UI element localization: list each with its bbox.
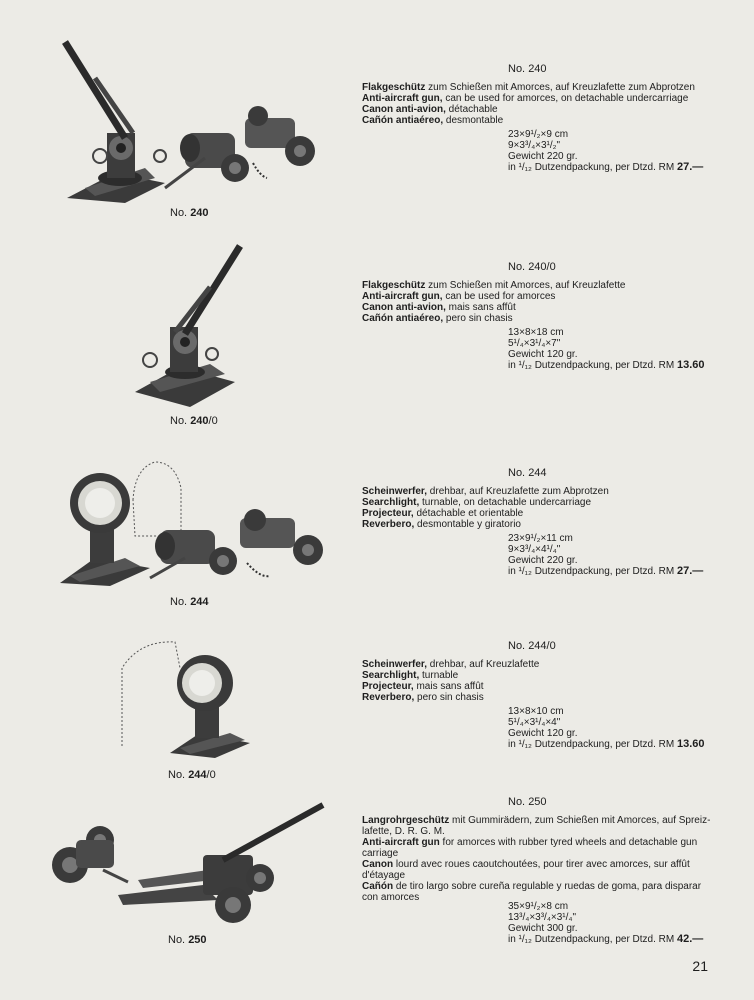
anti-aircraft-gun-no-carriage-illustration	[130, 242, 250, 412]
product-number-250	[508, 796, 547, 808]
caption-suffix: /0	[206, 769, 216, 781]
price-line	[508, 360, 705, 371]
desc-rest: desmontable	[443, 115, 504, 126]
desc-bold: Searchlight,	[362, 670, 420, 681]
desc-bold: Reverbero,	[362, 519, 415, 530]
price-line	[508, 162, 703, 173]
caption-prefix: No.	[170, 207, 191, 219]
long-barrel-gun-illustration	[48, 800, 330, 928]
desc-bold: Reverbero,	[362, 692, 415, 703]
desc-bold: Flakgeschütz	[362, 82, 426, 93]
desc-rest: can be used for amorces, on detachable undercarriage	[442, 93, 689, 104]
description-250	[362, 815, 712, 903]
desc-rest: pero sin chasis	[443, 313, 513, 324]
desc-bold: Flakgeschütz	[362, 280, 426, 291]
desc-line-de	[362, 280, 722, 291]
desc-bold: Anti-aircraft gun	[362, 837, 440, 848]
number-value: 240	[528, 63, 547, 75]
desc-rest: détachable	[445, 104, 498, 115]
caption-prefix: No.	[168, 934, 189, 946]
price-prefix: in ¹/₁₂ Dutzendpackung, per Dtzd. RM	[508, 934, 677, 945]
number-prefix: No.	[508, 796, 529, 808]
spec-weight: Gewicht 120 gr.	[508, 728, 578, 739]
caption-prefix: No.	[168, 769, 189, 781]
number-prefix: No.	[508, 261, 529, 273]
searchlight-illustration	[55, 458, 325, 588]
number-value: 244	[528, 640, 547, 652]
spec-imperial: 9×3³/₄×4¹/₄"	[508, 544, 561, 555]
number-value: 240	[528, 261, 547, 273]
desc-line-de	[362, 82, 722, 93]
price-prefix: in ¹/₁₂ Dutzendpackung, per Dtzd. RM	[508, 566, 677, 577]
specs-250	[508, 901, 703, 945]
page-number: 21	[692, 958, 708, 974]
product-number-244	[508, 467, 547, 479]
price-prefix: in ¹/₁₂ Dutzendpackung, per Dtzd. RM	[508, 360, 677, 371]
desc-rest: mit Gummirädern, zum Schießen mit Amorces, auf Spreiz-lafette, D. R. G. M.	[362, 815, 711, 837]
product-number-240-0	[508, 261, 556, 273]
desc-bold: Projecteur,	[362, 508, 414, 519]
specs-240	[508, 129, 703, 173]
number-suffix: /0	[546, 640, 556, 652]
spec-weight: Gewicht 300 gr.	[508, 923, 578, 934]
caption-number: 244	[190, 596, 209, 608]
desc-rest: mais sans affût	[445, 302, 516, 313]
desc-rest: pero sin chasis	[414, 692, 484, 703]
desc-line-fr	[362, 859, 712, 881]
spec-metric: 23×9¹/₂×11 cm	[508, 533, 573, 544]
price-line	[508, 934, 703, 945]
spec-weight: Gewicht 220 gr.	[508, 555, 578, 566]
desc-rest: lourd avec roues caoutchoutées, pour tirer avec amorces, sur affût d'étayage	[362, 859, 690, 881]
desc-bold: Langrohrgeschütz	[362, 815, 450, 826]
caption-number: 240	[190, 415, 209, 427]
anti-aircraft-gun-illustration	[55, 38, 325, 208]
product-number-240	[508, 63, 547, 75]
spec-metric: 35×9¹/₂×8 cm	[508, 901, 569, 912]
spec-imperial: 5¹/₄×3¹/₄×4"	[508, 717, 561, 728]
price-value: 27.—	[677, 161, 704, 173]
number-prefix: No.	[508, 640, 529, 652]
desc-bold: Searchlight,	[362, 497, 420, 508]
desc-line-es	[362, 519, 722, 530]
desc-bold: Canon	[362, 859, 394, 870]
desc-bold: Canon anti-avion,	[362, 104, 446, 115]
desc-rest: mais sans affût	[413, 681, 484, 692]
desc-rest: for amorces with rubber tyred wheels and detachable gun carriage	[362, 837, 698, 859]
desc-line-fr	[362, 508, 722, 519]
price-value: 13.60	[677, 738, 705, 750]
desc-bold: Anti-aircraft gun,	[362, 291, 443, 302]
searchlight-no-carriage-illustration	[120, 638, 260, 763]
desc-bold: Cañón antiaéreo,	[362, 115, 444, 126]
desc-line-de	[362, 486, 722, 497]
spec-metric: 23×9¹/₂×9 cm	[508, 129, 569, 140]
desc-rest: drehbar, auf Kreuzlafette	[427, 659, 540, 670]
spec-imperial: 9×3³/₄×3¹/₂"	[508, 140, 561, 151]
price-line	[508, 739, 705, 750]
desc-bold: Scheinwerfer,	[362, 486, 428, 497]
price-value: 27.—	[677, 565, 704, 577]
desc-rest: drehbar, auf Kreuzlafette zum Abprotzen	[427, 486, 609, 497]
spec-imperial: 13³/₄×3³/₄×3¹/₄"	[508, 912, 577, 923]
caption-number: 250	[188, 934, 207, 946]
spec-weight: Gewicht 220 gr.	[508, 151, 578, 162]
desc-line-fr	[362, 302, 722, 313]
caption-244	[170, 596, 209, 608]
caption-number: 240	[190, 207, 209, 219]
price-prefix: in ¹/₁₂ Dutzendpackung, per Dtzd. RM	[508, 162, 677, 173]
desc-line-en	[362, 670, 722, 681]
spec-metric: 13×8×18 cm	[508, 327, 564, 338]
caption-prefix: No.	[170, 596, 191, 608]
spec-imperial: 5¹/₄×3¹/₄×7"	[508, 338, 561, 349]
desc-bold: Canon anti-avion,	[362, 302, 446, 313]
desc-bold: Cañón antiaéreo,	[362, 313, 444, 324]
description-240	[362, 82, 722, 126]
desc-rest: zum Schießen mit Amorces, auf Kreuzlafette	[425, 280, 626, 291]
desc-bold: Anti-aircraft gun,	[362, 93, 443, 104]
spec-metric: 13×8×10 cm	[508, 706, 564, 717]
specs-244-0	[508, 706, 705, 750]
desc-line-de	[362, 659, 722, 670]
number-prefix: No.	[508, 63, 529, 75]
price-value: 42.—	[677, 933, 704, 945]
desc-rest: can be used for amorces	[442, 291, 556, 302]
desc-line-fr	[362, 681, 722, 692]
desc-rest: turnable, on detachable undercarriage	[419, 497, 592, 508]
number-value: 250	[528, 796, 547, 808]
desc-line-es	[362, 115, 722, 126]
price-line	[508, 566, 703, 577]
product-number-244-0	[508, 640, 556, 652]
description-244	[362, 486, 722, 530]
desc-bold: Cañón	[362, 881, 394, 892]
caption-prefix: No.	[170, 415, 191, 427]
number-prefix: No.	[508, 467, 529, 479]
number-value: 244	[528, 467, 547, 479]
description-240-0	[362, 280, 722, 324]
price-prefix: in ¹/₁₂ Dutzendpackung, per Dtzd. RM	[508, 739, 677, 750]
desc-bold: Projecteur,	[362, 681, 414, 692]
number-suffix: /0	[546, 261, 556, 273]
desc-line-es	[362, 881, 712, 903]
desc-rest: desmontable y giratorio	[414, 519, 521, 530]
specs-244	[508, 533, 703, 577]
caption-240	[170, 207, 209, 219]
desc-line-es	[362, 692, 722, 703]
caption-250	[168, 934, 207, 946]
desc-line-es	[362, 313, 722, 324]
desc-line-de	[362, 815, 712, 837]
desc-line-en	[362, 93, 722, 104]
spec-weight: Gewicht 120 gr.	[508, 349, 578, 360]
desc-line-en	[362, 497, 722, 508]
price-value: 13.60	[677, 359, 705, 371]
caption-suffix: /0	[208, 415, 218, 427]
caption-number: 244	[188, 769, 207, 781]
desc-line-fr	[362, 104, 722, 115]
caption-244-0	[168, 769, 216, 781]
specs-240-0	[508, 327, 705, 371]
desc-line-en	[362, 291, 722, 302]
desc-rest: de tiro largo sobre cureña regulable y ruedas de goma, para disparar con amorces	[362, 881, 702, 903]
description-244-0	[362, 659, 722, 703]
desc-bold: Scheinwerfer,	[362, 659, 428, 670]
desc-rest: zum Schießen mit Amorces, auf Kreuzlafette zum Abprotzen	[425, 82, 695, 93]
desc-line-en	[362, 837, 712, 859]
desc-rest: détachable et orientable	[413, 508, 524, 519]
desc-rest: turnable	[419, 670, 459, 681]
caption-240-0	[170, 415, 218, 427]
